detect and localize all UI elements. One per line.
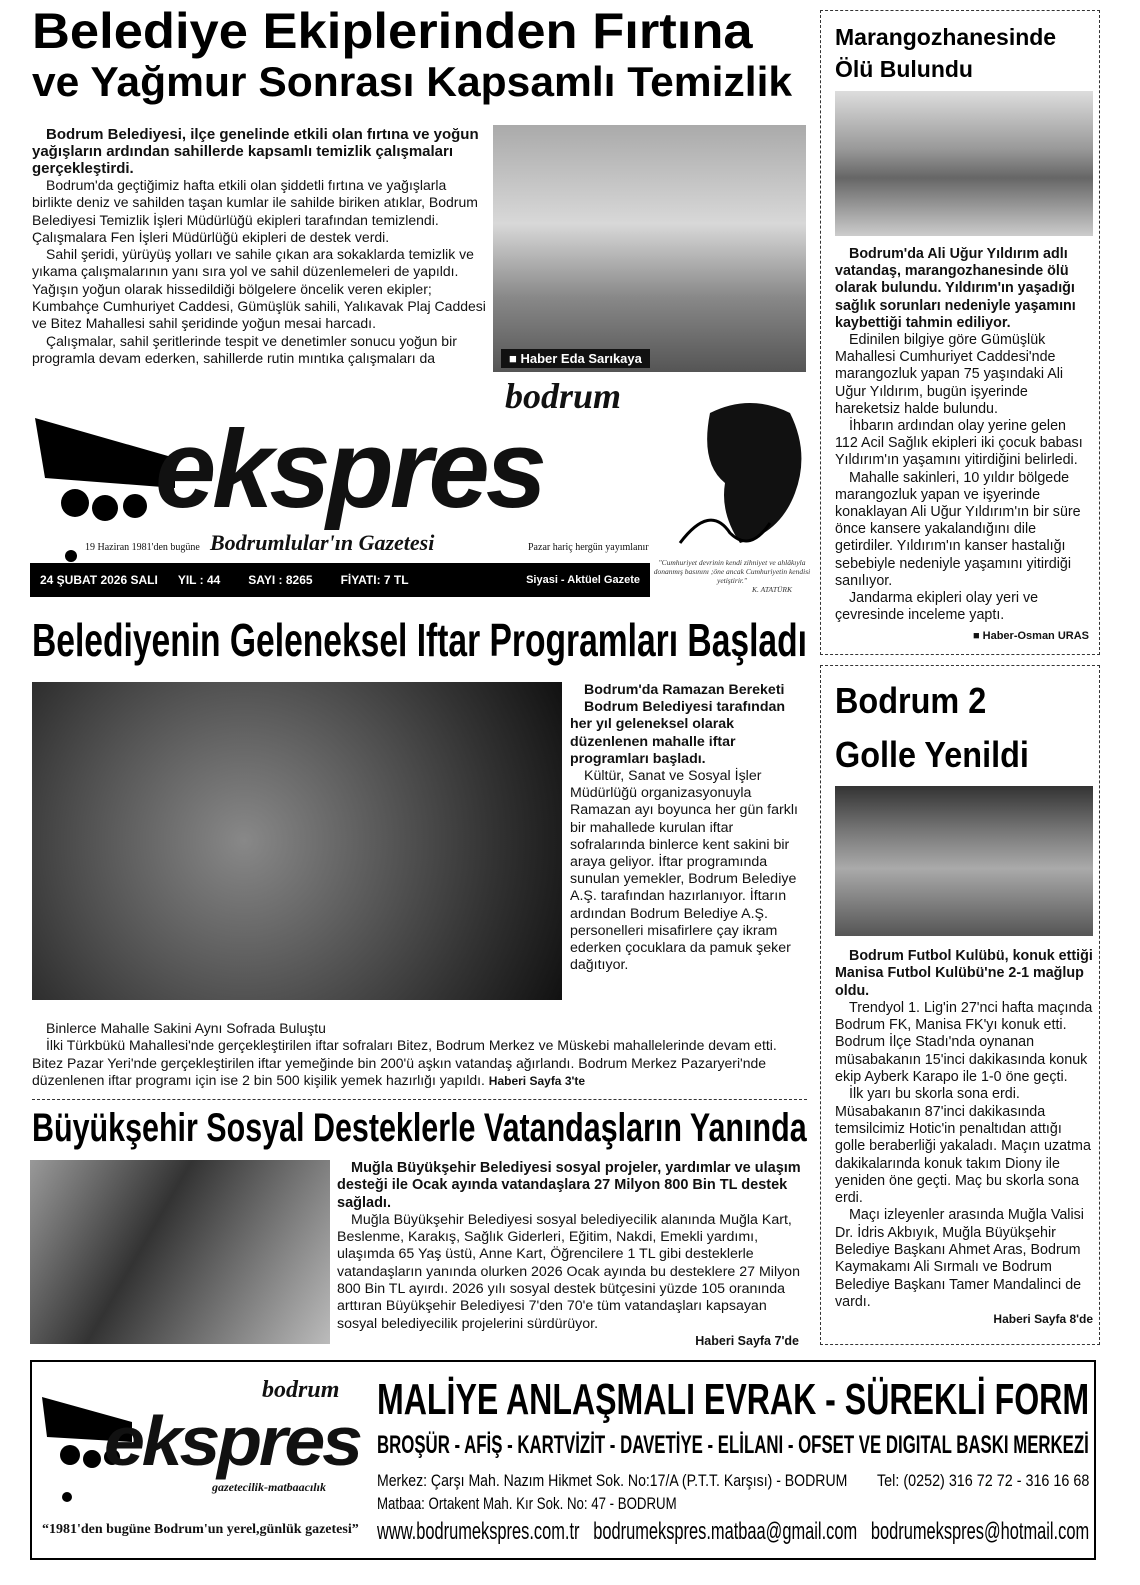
issue-number: SAYI : 8265: [248, 573, 313, 587]
news-lead: Bodrum'da Ali Uğur Yıldırım adlı vatandaş, marangozhanesinde ölü olarak bulundu. Yıldırım'ın yaşadığı sağlık sorunları nedeniyle yaşamını kaybettiği tahmin ediliyor.: [835, 246, 1076, 331]
iftar-continued: [32, 1020, 810, 1090]
ad-tagline: gazetecilik-matbaacılık: [212, 1480, 326, 1494]
news-byline: ■ Haber-Osman URAS: [972, 630, 1089, 643]
headline-1-line2: ve Yağmur Sonrası Kapsamlı Temizlik: [32, 58, 793, 105]
news-paragraph: Jandarma ekipleri olay yeri ve çevresinde inceleme yaptı.: [835, 590, 1039, 624]
football-match-photo: [835, 786, 1093, 936]
ad-email-hotmail-link[interactable]: bodrumekspres@hotmail.com: [870, 1518, 1090, 1545]
article-lead: Bodrum Belediyesi, ilçe genelinde etkili olan fırtına ve yoğun yağışların ardından sahillerde kapsamlı temizlik çalışmaları gerçekleştirdi.: [32, 126, 479, 177]
logo-dots-icon: [35, 418, 175, 508]
iftar-paragraph-2: İlki Türkbükü Mahallesi'nde gerçekleştirilen iftar sofraları Bitez, Bodrum Merkez ve Müskebi mahallelerinde devam etti. Bitez Pazar Yeri'nde gerçekleştirilen iftar yemeğinde bin 200'ü aşkın vatandaş ağırlandı. Bodrum Merkez Pazaryeri'nde düzenlenen iftar programı için ise 2 bin 500 kişilik yemek hazırlığı yapıldı.: [32, 1037, 777, 1088]
iftar-headline: Belediyenin Geleneksel Iftar Programları Başladı: [32, 614, 807, 666]
ad-phone: Tel: (0252) 316 72 72 - 316 16 68: [877, 1471, 1090, 1490]
ad-bodrum: bodrum: [262, 1377, 340, 1403]
issue-price: FİYATI: 7 TL: [340, 573, 409, 587]
ad-contact-line: [377, 1519, 1089, 1545]
buyuksehir-jump: Haberi Sayfa 7'de: [695, 1333, 799, 1348]
quote-author: K. ATATÜRK: [751, 585, 792, 594]
buyuksehir-paragraph: Muğla Büyükşehir Belediyesi sosyal belediyecilik alanında Muğla Kart, Beslenme, Karakış, Sağlık Giderleri, Eğitim, Nakdi, Emekli yardımı, ulaşımda 65 Yaş üstü, Anne Kart, Öğrencilere 1 TL gibi desteklerle vatandaşların yanında olurken 2026 Ocak ayında bu desteklere 27 Milyon 800 Bin TL ayırdı. 2026 yılı sosyal destek bütçesini yüzde 105 oranında arttıran Büyükşehir Belediyesi 7'den 70'e tüm vatandaşları kapsayan sosyal belediyecilik projelerini sürdürüyor.: [337, 1211, 800, 1332]
news-paragraph: Edinilen bilgiye göre Gümüşlük Mahallesi Cumhuriyet Caddesi'nde marangozluk yapan 75 yaşındaki Ali Uğur Yıldırım, bugün işyerinde hareketsiz halde bulundu.: [835, 332, 1064, 417]
news-paragraph: Maçı izleyenler arasında Muğla Valisi Dr. İdris Akbıyık, Muğla Büyükşehir Belediye Başkanı Ahmet Aras, Bodrum Kaymakamı Ali Sırmalı ve Bodrum Belediye Başkanı Tamer Mandalinci de vardı.: [835, 1207, 1084, 1310]
iftar-aerial-photo: [32, 682, 562, 1000]
buyuksehir-headline-wrap: [32, 1106, 1050, 1150]
ataturk-portrait-icon: [670, 393, 810, 553]
ad-website-link[interactable]: www.bodrumekspres.com.tr: [377, 1518, 580, 1545]
mayor-hug-photo: [30, 1160, 330, 1344]
issue-date: 24 ŞUBAT 2026 SALI: [40, 573, 158, 587]
beach-cleanup-photo: [493, 125, 806, 372]
workshop-street-photo: [835, 91, 1093, 236]
news-lead: Bodrum Futbol Kulübü, konuk ettiği Manisa Futbol Kulübü'ne 2-1 mağlup oldu.: [835, 948, 1093, 999]
article-cleanup: [32, 126, 490, 367]
ad-logo-title: ekspres: [104, 1402, 360, 1480]
divider: [32, 1099, 807, 1100]
article-paragraph: Bodrum'da geçtiğimiz hafta etkili olan şiddetli fırtına ve yağışlarla birlikte deniz ve sahilden taşan kumlar ile sahilde biriken atıklar, Bodrum Belediyesi Temizlik İşleri Müdürlüğü ekipleri tarafından temizlendi. Çalışmalara Fen İşleri Müdürlüğü ekipleri de destek verdi.: [32, 177, 478, 245]
headline-1-line1: Belediye Ekiplerinden Fırtına: [32, 3, 753, 59]
iftar-headline-wrap: [32, 615, 1093, 666]
news-jump: Haberi Sayfa 8'de: [993, 1312, 1093, 1327]
ad-email-matbaa-link[interactable]: bodrumekspres.matbaa@gmail.com: [593, 1518, 858, 1545]
article-paragraph: Sahil şeridi, yürüyüş yolları ve sahile çıkan ara sokaklarda temizlik ve yıkama çalışmalarının yanı sıra yol ve sahil düzenlemeleri de yapıldı. Yağışın yoğun olarak hissedildiği bölgelere öncelik veren ekipler; Kumbahçe Cumhuriyet Caddesi, Gümüşlük sahili, Yalıkavak Plaj Caddesi ve Bitez Mahallesi sahil şeridinde yoğun mesai harcadı.: [32, 246, 486, 332]
masthead: [30, 378, 810, 600]
news-paragraph: Mahalle sakinleri, 10 yıldır bölgede marangozluk yapan ve işyerinde konaklayan Ali Uğur Yıldırım'ın bir süre önce kansere yakalandığını dile getirdiler. Yıldırım'ın kanser hastalığı sebebiyle nedeniyle yaşamını yitirdiği sanılıyor.: [835, 469, 1081, 589]
iftar-subhead-2: Binlerce Mahalle Sakini Aynı Sofrada Buluştu: [46, 1020, 326, 1036]
masthead-title: ekspres: [155, 408, 543, 531]
article-paragraph: Çalışmalar, sahil şeritlerinde tespit ve denetimler sonucu yoğun bir programla devam ederken, sahillerde rutin mıntıka çalışmaları da: [32, 332, 457, 366]
masthead-slogan: Bodrumlular'ın Gazetesi: [210, 530, 435, 555]
buyuksehir-article: [337, 1160, 809, 1350]
ad-address-2: Matbaa: Ortakent Mah. Kır Sok. No: 47 - BODRUM: [377, 1494, 677, 1513]
photo-caption: ■ Haber Eda Sarıkaya: [501, 349, 650, 368]
ad-address-1: Merkez: Çarşı Mah. Nazım Hikmet Sok. No:17/A (P.T.T. Karşısı) - BODRUM: [377, 1471, 848, 1490]
news-title: Marangozhanesinde Ölü Bulundu: [835, 24, 1057, 82]
ad-services: BROŞÜR - AFİŞ - KARTVİZİT - DAVETİYE - ELİLANI - OFSET VE DIGITAL BASKI MERKEZİ: [377, 1431, 1089, 1459]
iftar-jump: Haberi Sayfa 3'te: [488, 1073, 586, 1088]
buyuksehir-lead: Muğla Büyükşehir Belediyesi sosyal projeler, yardımlar ve ulaşım desteği ile Ocak ayında vatandaşlara 27 Milyon 800 Bin TL destek sağladı.: [337, 1160, 801, 1211]
headline-1: [32, 4, 812, 119]
issue-year: YIL : 44: [177, 573, 221, 587]
news-title: Bodrum 2 Golle Yenildi: [835, 680, 1029, 775]
news-box-marangoz: [820, 10, 1100, 655]
masthead-bodrum: bodrum: [505, 376, 622, 416]
news-box-football: [820, 665, 1100, 1345]
news-paragraph: İlk yarı bu skorla sona erdi. Müsabakanın 87'inci dakikasında temsilcimiz Hotic'in penaltıdan attığı golle beraberliği yakaladı. Maçın uzatma dakikalarında konuk takım Diony ile yeniden öne geçti. Maç bu skorla sona erdi.: [835, 1086, 1091, 1207]
news-paragraph: Trendyol 1. Lig'in 27'nci hafta maçında Bodrum FK, Manisa FK'yı konuk etti. Bodrum İlçe Stadı'nda oynanan müsabakanın 15'inci dakikasında konuk ekip Ayberk Karapo ile 1-0 öne geçti.: [835, 999, 1093, 1086]
photo-caption-text: Haber Eda Sarıkaya: [520, 351, 642, 366]
ataturk-quote: [652, 558, 812, 594]
ad-title: MALİYE ANLAŞMALI EVRAK - SÜREKLİ FORM: [377, 1375, 1090, 1424]
iftar-lead: Bodrum Belediyesi tarafından her yıl geleneksel olarak düzenlenen mahalle iftar programları başladı.: [570, 699, 786, 767]
masthead-since: 19 Haziran 1981'den bugüne: [85, 542, 200, 553]
masthead-schedule: Pazar hariç hergün yayımlanır: [528, 542, 649, 553]
iftar-column: [570, 682, 810, 974]
iftar-subhead: Bodrum'da Ramazan Bereketi: [584, 682, 785, 698]
news-paragraph: İhbarın ardından olay yerine gelen 112 Acil Sağlık ekipleri iki çocuk babası Yıldırım'ın yaşamını yitirdiğini belirledi.: [835, 418, 1083, 469]
buyuksehir-headline: Büyükşehir Sosyal Desteklerle Vatandaşların Yanında: [32, 1106, 807, 1150]
printing-ad: [30, 1360, 1096, 1560]
quote-text: "Cumhuriyet devrinin kendi zihniyet ve ahlâkıyla donanmış basınını ;öne ancak Cumhuriyetin kendisi yetiştirir.": [653, 558, 811, 585]
byline-text: Haber-Osman URAS: [982, 630, 1089, 643]
issue-type: Siyasi - Aktüel Gazete: [526, 574, 640, 586]
issue-info-bar: [30, 563, 650, 597]
ad-motto: “1981'den bugüne Bodrum'un yerel,günlük gazetesi”: [42, 1522, 359, 1537]
iftar-paragraph: Kültür, Sanat ve Sosyal İşler Müdürlüğü organizasyonuyla Ramazan ayı boyunca her gün farklı bir mahallede kurulan iftar sofralarında binlerce kent sakini bir araya geliyor. İftar programında sunulan yemekler, Bodrum Belediye A.Ş. tarafından hazırlanıyor. İftarın ardından Bodrum Belediye A.Ş. personelleri misafirlere çay ikram ederken çocuklara da pamuk şeker dağıtıyor.: [570, 768, 798, 974]
